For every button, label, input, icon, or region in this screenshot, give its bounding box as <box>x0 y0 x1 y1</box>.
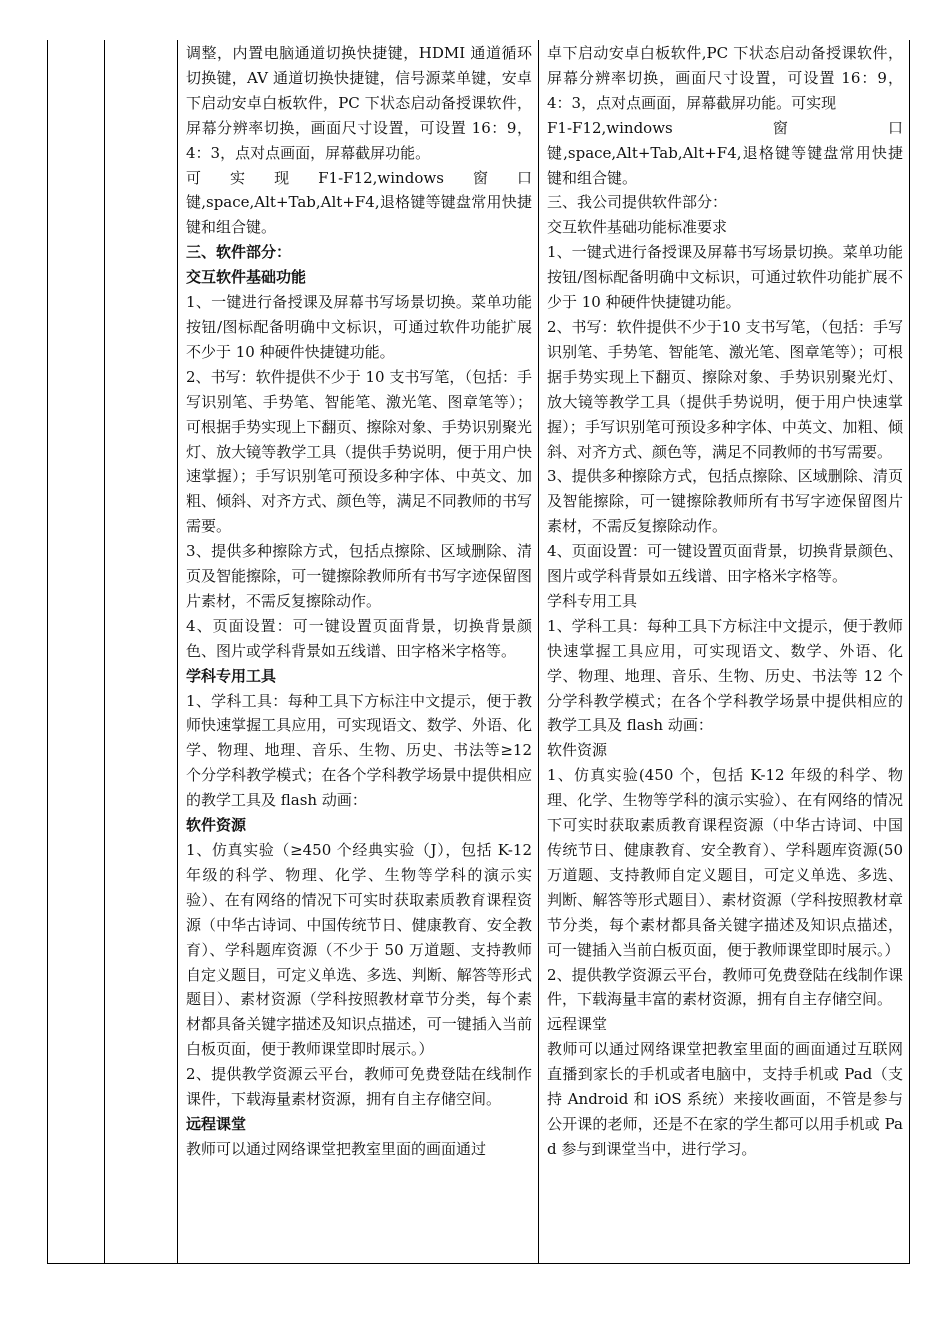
response-column-cell <box>539 40 910 1264</box>
paragraph: 2、书写：软件提供不少于10 支书写笔，（包括：手写识别笔、手势笔、智能笔、激光笔、图章笔等）；可根据手势实现上下翻页、擦除对象、手势识别聚光灯、放大镜等教学工具（提供手势说明，便于用户快速掌握）；手写识别笔可预设多种字体、中英文、加粗、倾斜、对齐方式、颜色等，满足不同教师的书写需要。 <box>547 317 903 461</box>
section-heading: 交互软件基础功能 <box>186 268 307 287</box>
requirement-column-cell <box>178 40 539 1264</box>
item-name-column-cell <box>105 40 178 1264</box>
paragraph: 1、仿真实验（≥450 个经典实验（J），包括 K-12 年级的科学、物理、化学、生物等学科的演示实验）、在有网络的情况下可实时获取素质教育课程资源（中华古诗词、中国传统节日、健康教育、安全教育）、学科题库资源（不少于 50 万道题、支持教师自定义题目，可定义单选、多选、判断、解答等形式题目）、素材资源（学科按照教材章节分类，每个素材都具备关键字描述及知识点描述，可一键插入当前白板页面，便于教师课堂即时展示。） <box>186 841 532 1059</box>
paragraph: 1、学科工具：每种工具下方标注中文提示，便于教师快速掌握工具应用，可实现语文、数学、外语、化学、物理、地理、音乐、生物、历史、书法等≥12 个分学科教学模式；在各个学科教学场景中提供相应的教学工具及 flash 动画： <box>186 691 532 810</box>
paragraph: 调整，内置电脑通道切换快捷键，HDMI 通道循环切换键，AV 通道切换快捷键，信号源菜单键，安卓下启动安卓白板软件，PC 下状态启动备授课软件，屏幕分辨率切换，画面尺寸设置，可设置 16：9，4：3，点对点画面，屏幕截屏功能。 <box>186 44 532 162</box>
requirement-text <box>178 40 538 1162</box>
section-heading: 远程课堂 <box>186 1114 247 1133</box>
paragraph: 学科专用工具 <box>547 591 638 610</box>
paragraph: 软件资源 <box>547 741 608 760</box>
index-column-cell <box>48 40 105 1264</box>
spec-table <box>47 40 910 1264</box>
section-heading: 三、软件部分： <box>186 243 292 262</box>
response-text <box>539 40 909 1162</box>
table-row <box>48 40 910 1264</box>
paragraph: 交互软件基础功能标准要求 <box>547 218 728 237</box>
paragraph: 1、一键进行备授课及屏幕书写场景切换。菜单功能按钮/图标配备明确中文标识，可通过软件功能扩展不少于 10 种硬件快捷键功能。 <box>186 293 532 361</box>
paragraph: 3、提供多种擦除方式，包括点擦除、区域删除、清页及智能擦除，可一键擦除教师所有书写字迹保留图片素材，不需反复擦除动作。 <box>186 542 532 610</box>
paragraph: 4、页面设置：可一键设置页面背景，切换背景颜色、图片或学科背景如五线谱、田字格米字格等。 <box>547 542 903 586</box>
paragraph: 键,space,Alt+Tab,Alt+F4,退格键等键盘常用快捷键和组合键。 <box>547 143 903 187</box>
paragraph: 远程课堂 <box>547 1015 608 1034</box>
paragraph: 3、提供多种擦除方式，包括点擦除、区域删除、清页及智能擦除，可一键擦除教师所有书写字迹保留图片素材，不需反复擦除动作。 <box>547 467 903 536</box>
paragraph: 2、提供教学资源云平台，教师可免费登陆在线制作课件，下载海量素材资源，拥有自主存储空间。 <box>186 1065 532 1109</box>
paragraph: 1、一键式进行备授课及屏幕书写场景切换。菜单功能按钮/图标配备明确中文标识，可通过软件功能扩展不少于 10 种硬件快捷键功能。 <box>547 243 903 312</box>
paragraph: 1、学科工具：每种工具下方标注中文提示，便于教师快速掌握工具应用，可实现语文、数学、外语、化学、物理、地理、音乐、生物、历史、书法等 12 个分学科教学模式；在各个学科教学场景中提供相应的教学工具及 flash 动画： <box>547 616 903 735</box>
paragraph: 2、书写：软件提供不少于 10 支书写笔，（包括：手写识别笔、手势笔、智能笔、激光笔、图章笔等）；可根据手势实现上下翻页、擦除对象、手势识别聚光灯、放大镜等教学工具（提供手势说明，便于用户快速掌握）；手写识别笔可预设多种字体、中英文、加粗、倾斜、对齐方式、颜色等，满足不同教师的书写需要。 <box>186 367 532 536</box>
paragraph: 可 实 现 F1-F12,windows 窗 口 <box>186 168 532 187</box>
paragraph: 4、页面设置：可一键设置页面背景，切换背景颜色、图片或学科背景如五线谱、田字格米字格等。 <box>186 616 532 660</box>
section-heading: 软件资源 <box>186 816 247 835</box>
paragraph: F1-F12,windows 窗 口 <box>547 118 903 137</box>
section-heading: 学科专用工具 <box>186 666 277 685</box>
paragraph: 教师可以通过网络课堂把教室里面的画面通过互联网直播到家长的手机或者电脑中，支持手机或 Pad（支持 Android 和 iOS 系统）来接收画面，不管是参与公开课的老师，还是不在家的学生都可以用手机或 Pad 参与到课堂当中，进行学习。 <box>547 1040 903 1158</box>
paragraph: 卓下启动安卓白板软件,PC 下状态启动备授课软件，屏幕分辨率切换，画面尺寸设置，可设置 16：9，4：3，点对点画面，屏幕截屏功能。可实现 <box>547 44 903 112</box>
paragraph: 教师可以通过网络课堂把教室里面的画面通过 <box>186 1139 487 1158</box>
paragraph: 1、仿真实验(450 个，包括 K-12 年级的科学、物理、化学、生物等学科的演示实验）、在有网络的情况下可实时获取素质教育课程资源（中华古诗词、中国传统节日、健康教育、安全教育）、学科题库资源(50 万道题、支持教师自定义题目，可定义单选、多选、判断、解答等形式题目）、素材资源（学科按照教材章节分类，每个素材都具备关键字描述及知识点描述，可一键插入当前白板页面，便于教师课堂即时展示。） <box>547 766 903 959</box>
paragraph: 键,space,Alt+Tab,Alt+F4,退格键等键盘常用快捷键和组合键。 <box>186 193 532 237</box>
paragraph: 2、提供教学资源云平台，教师可免费登陆在线制作课件，下载海量丰富的素材资源，拥有自主存储空间。 <box>547 965 903 1009</box>
paragraph: 三、我公司提供软件部分： <box>547 193 728 212</box>
